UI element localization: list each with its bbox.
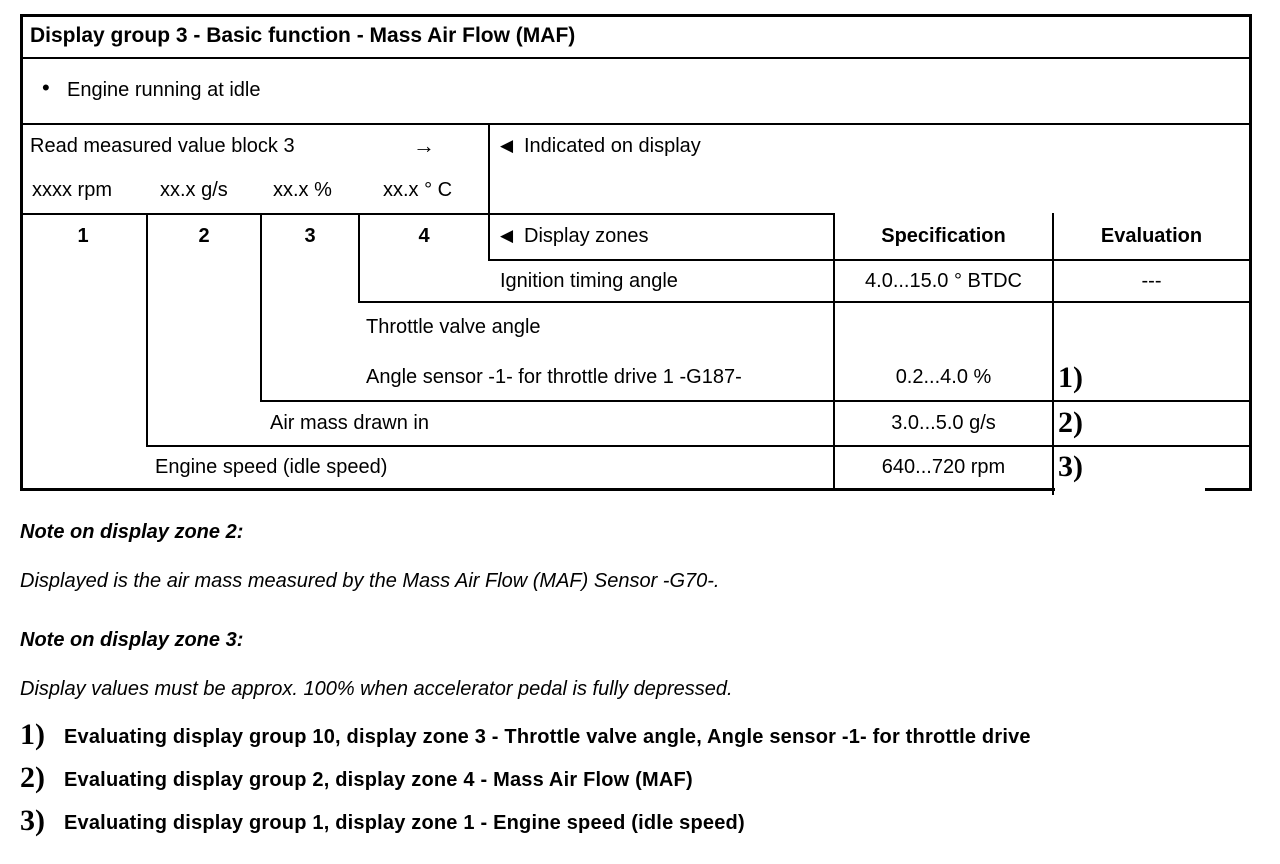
table-border-bottom <box>20 488 1055 491</box>
note-zone3-body: Display values must be approx. 100% when accelerator pedal is fully depressed. <box>20 678 733 700</box>
table-border-bottom-right-segment <box>1205 488 1252 491</box>
row-eval-air-mass-footnote-marker: 2) <box>1058 406 1083 439</box>
row-label-air-mass: Air mass drawn in <box>270 412 429 434</box>
unit-percent: xx.x % <box>273 179 332 201</box>
row-eval-engine-speed-footnote-marker: 3) <box>1058 450 1083 483</box>
row-spec-throttle: 0.2...4.0 % <box>895 366 992 388</box>
row-spec-engine-speed: 640...720 rpm <box>881 456 1006 478</box>
read-block-label: Read measured value block 3 <box>30 135 295 157</box>
row-label-angle-sensor: Angle sensor -1- for throttle drive 1 -G187- <box>366 366 742 388</box>
indicated-on-display-label: Indicated on display <box>524 135 701 157</box>
note-zone2-body: Displayed is the air mass measured by the Mass Air Flow (MAF) Sensor -G70-. <box>20 570 720 592</box>
table-border-right <box>1249 14 1252 491</box>
left-pointer-icon: ◀ <box>500 136 516 155</box>
note-zone2-heading: Note on display zone 2: <box>20 521 244 543</box>
footnote-1-text: Evaluating display group 10, display zone 3 - Throttle valve angle, Angle sensor -1- for throttle drive <box>64 726 1031 748</box>
row-label-engine-speed: Engine speed (idle speed) <box>155 456 388 478</box>
row-label-throttle: Throttle valve angle <box>366 316 541 338</box>
zone-number-2: 2 <box>198 225 210 247</box>
arrow-right-icon: → <box>413 133 435 158</box>
unit-degc: xx.x ° C <box>383 179 453 201</box>
footnote-3-marker: 3) <box>20 804 45 837</box>
footnote-1-marker: 1) <box>20 718 45 751</box>
footnote-3-text: Evaluating display group 1, display zone 1 - Engine speed (idle speed) <box>64 812 745 834</box>
unit-gs: xx.x g/s <box>160 179 228 201</box>
row-label-ignition: Ignition timing angle <box>500 270 678 292</box>
left-pointer-icon: ◀ <box>500 226 516 245</box>
row-spec-air-mass: 3.0...5.0 g/s <box>891 412 996 434</box>
specification-header: Specification <box>881 225 1006 247</box>
row-eval-throttle-footnote-marker: 1) <box>1058 361 1083 394</box>
table-title: Display group 3 - Basic function - Mass Air Flow (MAF) <box>30 24 576 47</box>
evaluation-header: Evaluation <box>1100 225 1203 247</box>
footnote-2-text: Evaluating display group 2, display zone 4 - Mass Air Flow (MAF) <box>64 769 693 791</box>
bullet-icon: • <box>42 75 50 100</box>
row-spec-ignition: 4.0...15.0 ° BTDC <box>865 270 1022 292</box>
zone-number-1: 1 <box>77 225 89 247</box>
read-block-right-divider <box>488 123 490 261</box>
condition-text: Engine running at idle <box>67 79 261 101</box>
unit-rpm: xxxx rpm <box>32 179 112 201</box>
display-zones-header: Display zones <box>524 225 649 247</box>
footnote-2-marker: 2) <box>20 761 45 794</box>
zone-number-3: 3 <box>304 225 316 247</box>
row-eval-ignition: --- <box>1141 270 1162 292</box>
zone-number-4: 4 <box>418 225 430 247</box>
note-zone3-heading: Note on display zone 3: <box>20 629 244 651</box>
